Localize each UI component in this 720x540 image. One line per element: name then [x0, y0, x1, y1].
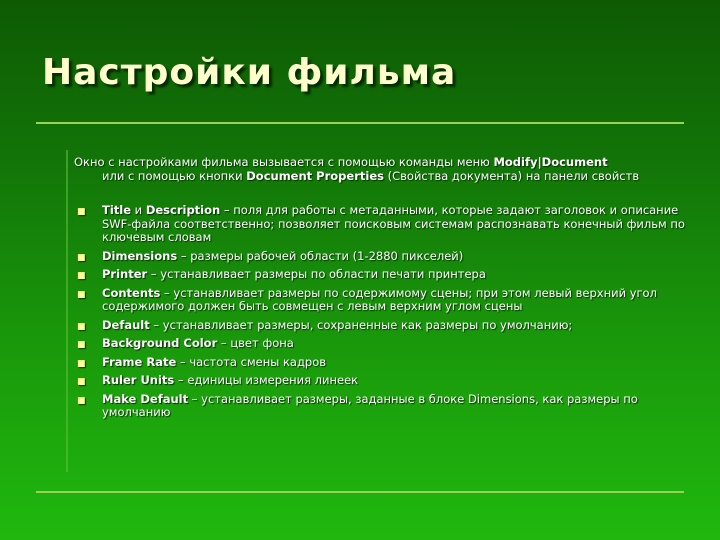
- slide-title: Настройки фильма: [42, 52, 457, 93]
- square-bullet-icon: ■: [77, 321, 86, 332]
- list-item: ■ Default – устанавливает размеры, сохраненные как размеры по умолчанию;: [74, 319, 692, 333]
- square-bullet-icon: ■: [77, 358, 86, 369]
- square-bullet-icon: ■: [77, 395, 86, 406]
- list-item: ■ Title и Description – поля для работы с метаданными, которые задают заголовок и описание SWF-файла соответственно; позволяет поисковым системам распознавать конечный фильм по ключевым словам: [77, 203, 685, 244]
- list-item: ■ Printer – устанавливает размеры по области печати принтера: [74, 268, 692, 282]
- square-bullet-icon: ■: [77, 340, 86, 350]
- square-bullet-icon: ■: [77, 252, 86, 263]
- list-item: ■ Make Default – устанавливает размеры, заданные в блоке Dimensions, как размеры по умолчанию: [77, 391, 638, 419]
- list-item: ■ Dimensions – размеры рабочей области (1-2880 пикселей): [74, 250, 692, 264]
- decorative-vertical-line: [66, 150, 68, 472]
- square-bullet-icon: ■: [77, 207, 86, 217]
- list-item: ■ Contents – устанавливает размеры по содержимому сцены; при этом левый верхний угол содержимого должен быть совмещен с левым верхним углом сцены: [77, 285, 657, 313]
- slide-body: [74, 156, 692, 425]
- title-divider: [36, 122, 684, 124]
- intro-paragraph: Окно с настройками фильма вызывается с помощью команды меню Modify|Document или с помощью кнопки Document Properties (Свойства документа) на панели свойств: [74, 155, 640, 183]
- button-name: Document Properties: [246, 168, 384, 183]
- list-item: ■ Background Color – цвет фона: [74, 337, 692, 351]
- bottom-divider: [36, 491, 684, 493]
- list-item: ■ Frame Rate – частота смены кадров: [74, 356, 692, 370]
- square-bullet-icon: ■: [77, 377, 86, 387]
- menu-command: Modify|Document: [493, 155, 608, 169]
- square-bullet-icon: ■: [77, 271, 86, 281]
- list-item: ■ Ruler Units – единицы измерения линеек: [74, 374, 692, 388]
- square-bullet-icon: ■: [77, 289, 86, 300]
- settings-list: [74, 204, 692, 420]
